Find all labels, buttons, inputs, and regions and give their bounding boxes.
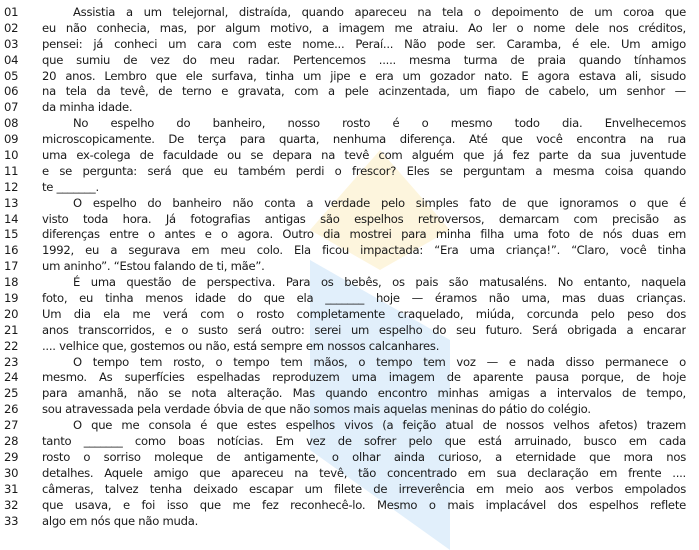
line-text: um aninho”. “Estou falando de ti, mãe”. [42, 259, 265, 274]
line-text: Assistia a um telejornal, distraída, quando apareceu na tela o depoimento de um coroa que [73, 5, 686, 19]
line-number: 30 [4, 465, 19, 480]
line-number: 24 [4, 370, 19, 385]
text-line [0, 370, 699, 386]
text-line [0, 180, 699, 196]
line-number: 12 [4, 179, 19, 194]
text-line [0, 164, 699, 180]
line-number: 13 [4, 195, 19, 210]
line-text: mesmo. As superfícies espelhadas reproduzem uma imagem de aparente pausa porque, de hoje [42, 370, 686, 385]
text-line [0, 450, 699, 466]
text-line [0, 37, 699, 53]
line-number: 23 [4, 354, 19, 369]
line-text: 1992, eu a segurava em meu colo. Ela ficou impactada: “Era uma criança!”. “Claro, você tinha [42, 243, 686, 258]
line-text: .... velhice que, gostemos ou não, está sempre em nossos calcanhares. [42, 338, 440, 353]
line-text: rosto o sorriso moleque de antigamente, o olhar ainda curioso, a eternidade que mora nos [42, 449, 686, 464]
line-text: para amanhã, não se nota alteração. Mas quando encontro minhas amigas a intervalos de tempo, [42, 386, 686, 401]
text-line [0, 386, 699, 402]
line-text: sou atravessada pela verdade óbvia de que não somos mais aquelas meninas do pátio do colégio. [42, 402, 591, 417]
text-line [0, 275, 699, 291]
line-number: 27 [4, 418, 19, 433]
line-number: 25 [4, 386, 19, 401]
text-line [0, 69, 699, 85]
line-number: 06 [4, 84, 19, 99]
text-line [0, 402, 699, 418]
text-line [0, 116, 699, 132]
text-line [0, 227, 699, 243]
text-line [0, 53, 699, 69]
text-line [0, 434, 699, 450]
line-number: 07 [4, 100, 19, 115]
text-line [0, 307, 699, 323]
line-number: 29 [4, 449, 19, 464]
text-line [0, 132, 699, 148]
text-line [0, 498, 699, 514]
line-text: O tempo tem rosto, o tempo tem mãos, o tempo tem voz — e nada disso permanece o [73, 354, 686, 369]
line-text: câmeras, talvez tenha deixado escapar um filete de irreverência em meio aos verbos empolados [42, 481, 686, 496]
text-line [0, 21, 699, 37]
line-text: te _______. [42, 179, 99, 194]
line-number: 04 [4, 52, 19, 67]
text-line [0, 339, 699, 355]
line-number: 14 [4, 211, 19, 226]
text-line [0, 5, 699, 21]
line-text: e se pergunta: será que eu também perdi o frescor? Eles se perguntam a mesma coisa quando [42, 163, 686, 178]
line-text: O que me consola é que estes espelhos vivos (a feição atual de nossos velhos afetos) trazem [73, 418, 686, 433]
line-number: 05 [4, 68, 19, 83]
text-line [0, 148, 699, 164]
line-text: microscopicamente. De terça para quarta, nenhuma diferença. Até que você encontra na rua [42, 132, 686, 147]
line-number: 20 [4, 306, 19, 321]
line-text: eu não conhecia, mas, por algum motivo, a imagem me atraiu. Ao ler o nome dele nos créditos, [42, 20, 686, 35]
line-text: detalhes. Aquele amigo que apareceu na tevê, tão concentrado em sua declaração em frente .... [42, 465, 686, 480]
text-line [0, 291, 699, 307]
line-text: No espelho do banheiro, nosso rosto é o mesmo todo dia. Envelhecemos [73, 116, 686, 131]
line-text: diferenças entre o antes e o agora. Outro dia mostrei para minha filha uma foto de nós duas em [42, 227, 686, 242]
line-number: 15 [4, 227, 19, 242]
line-text: que sumiu de vez do meu radar. Pertencemos ..... mesma turma de praia quando tínhamos [42, 52, 686, 67]
text-line [0, 259, 699, 275]
text-line [0, 323, 699, 339]
text-line [0, 418, 699, 434]
line-text: foto, eu tinha menos idade do que ela _______ hoje — éramos não uma, mas duas crianças. [42, 291, 686, 306]
line-number: 09 [4, 132, 19, 147]
line-number: 02 [4, 20, 19, 35]
text-line [0, 196, 699, 212]
text-line [0, 100, 699, 116]
line-text: Um dia ela me verá com o rosto completamente craquelado, miúda, corcunda pelo peso dos [42, 306, 686, 321]
text-line [0, 212, 699, 228]
line-number: 03 [4, 36, 19, 51]
text-line [0, 466, 699, 482]
text-line [0, 514, 699, 530]
line-number: 26 [4, 402, 19, 417]
line-text: na tela da tevê, de terno e gravata, com a pele acinzentada, um fiapo de cabelo, um senhor — [42, 84, 686, 99]
line-number: 08 [4, 116, 19, 131]
text-line [0, 482, 699, 498]
text-line [0, 355, 699, 371]
line-number: 33 [4, 513, 19, 528]
line-number: 19 [4, 291, 19, 306]
line-number: 01 [4, 5, 19, 19]
line-number: 10 [4, 148, 19, 163]
line-text: visto toda hora. Já fotografias antigas são espelhos retroversos, demarcam com precisão as [42, 211, 686, 226]
line-number: 16 [4, 243, 19, 258]
line-text: uma ex-colega de faculdade ou se depara na tevê com alguém que já fez parte da sua juventude [42, 148, 686, 163]
document-text [0, 5, 699, 529]
line-text: que usava, e foi isso que me fez reconhecê-lo. Mesmo o mais implacável dos espelhos reflete [42, 497, 686, 512]
line-text: algo em nós que não muda. [42, 513, 199, 528]
line-text: É uma questão de perspectiva. Para os bebês, os pais são matusaléns. No entanto, naquela [73, 275, 686, 290]
line-text: 20 anos. Lembro que ele surfava, tinha um jipe e era um gozador nato. E agora estava ali, sisudo [42, 68, 686, 83]
line-number: 28 [4, 434, 19, 449]
line-number: 11 [4, 163, 19, 178]
line-number: 22 [4, 338, 19, 353]
line-number: 18 [4, 275, 19, 290]
line-text: anos transcorridos, e o susto será outro: serei um espelho do seu futuro. Será obrigada a encarar [42, 322, 686, 337]
text-line [0, 84, 699, 100]
line-number: 32 [4, 497, 19, 512]
line-number: 31 [4, 481, 19, 496]
line-text: O espelho do banheiro não conta a verdade pelo simples fato de que ignoramos o que é [73, 195, 686, 210]
text-line [0, 243, 699, 259]
line-text: pensei: já conheci um cara com este nome... Peraí... Não pode ser. Caramba, é ele. Um amigo [42, 36, 686, 51]
line-number: 17 [4, 259, 19, 274]
line-text: tanto _______ como boas notícias. Em vez de sofrer pelo que está arruinado, busco em cada [42, 434, 686, 449]
line-number: 21 [4, 322, 19, 337]
line-text: da minha idade. [42, 100, 133, 115]
